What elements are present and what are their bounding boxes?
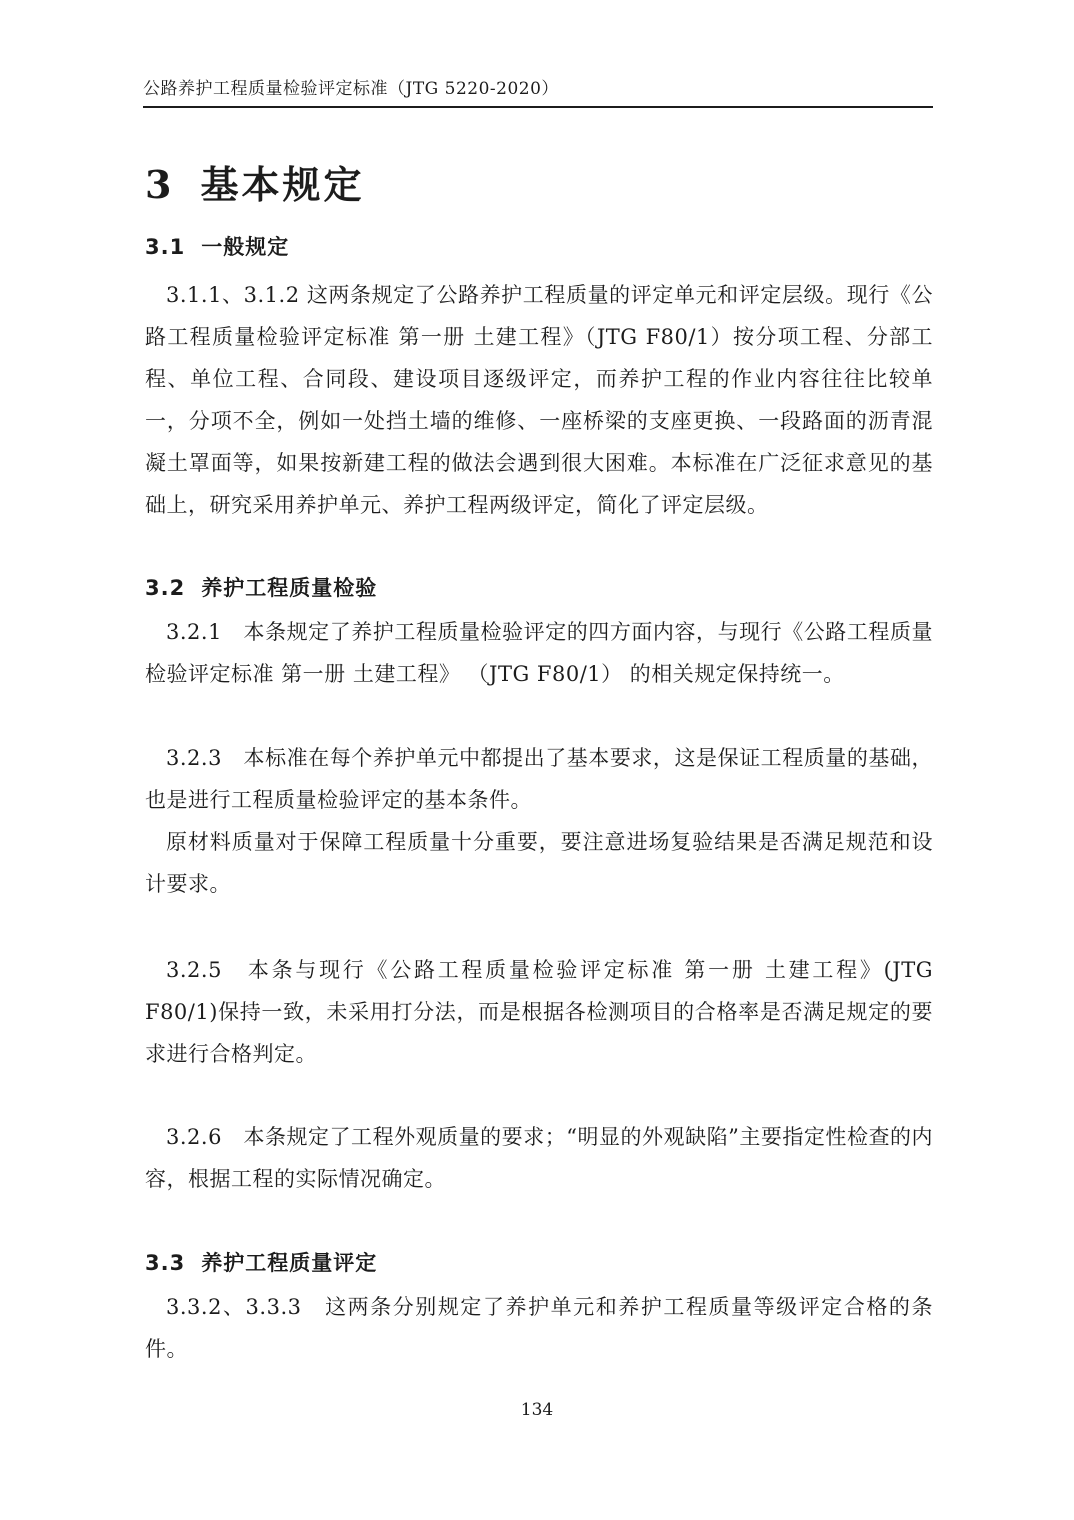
- section-number: 3.1: [145, 235, 186, 259]
- section-heading-text: 养护工程质量评定: [201, 1251, 378, 1275]
- section-heading-3-1: [145, 233, 289, 261]
- section-number: 3.2: [145, 576, 186, 600]
- section-heading-3-3: [145, 1249, 377, 1277]
- section-number: 3.3: [145, 1251, 186, 1275]
- paragraph-3-2-5: 3.2.5 本条与现行《公路工程质量检验评定标准 第一册 土建工程》(JTG F80/1)保持一致，未采用打分法，而是根据各检测项目的合格率是否满足规定的要求进行合格判定。: [145, 958, 933, 1066]
- paragraph-3-2-1: 3.2.1 本条规定了养护工程质量检验评定的四方面内容，与现行《公路工程质量检验评定标准 第一册 土建工程》 （JTG F80/1） 的相关规定保持统一。: [145, 620, 933, 686]
- chapter-title-text: 基本规定: [200, 162, 365, 207]
- paragraph-3-1-1: 3.1.1、3.1.2 这两条规定了公路养护工程质量的评定单元和评定层级。现行《公路工程质量检验评定标准 第一册 土建工程》（JTG F80/1）按分项工程、分部工程、单位工程、合同段、建设项目逐级评定，而养护工程的作业内容往往比较单一，分项不全，例如一处挡土墙的维修、一座桥梁的支座更换、一段路面的沥青混凝土罩面等，如果按新建工程的做法会遇到很大困难。本标准在广泛征求意见的基础上，研究采用养护单元、养护工程两级评定，简化了评定层级。: [145, 283, 933, 517]
- page-number: 134: [520, 1400, 554, 1420]
- section-heading-text: 一般规定: [201, 235, 290, 259]
- paragraph-raw-materials: 原材料质量对于保障工程质量十分重要，要注意进场复验结果是否满足规范和设计要求。: [145, 830, 933, 896]
- paragraph-3-2-6: 3.2.6 本条规定了工程外观质量的要求；“明显的外观缺陷”主要指定性检查的内容，根据工程的实际情况确定。: [145, 1125, 933, 1191]
- running-header: 公路养护工程质量检验评定标准（JTG 5220-2020）: [143, 74, 933, 108]
- section-heading-text: 养护工程质量检验: [201, 576, 378, 600]
- paragraph-3-2-3: 3.2.3 本标准在每个养护单元中都提出了基本要求，这是保证工程质量的基础，也是进行工程质量检验评定的基本条件。: [145, 746, 933, 812]
- paragraph-3-3-2: 3.3.2、3.3.3 这两条分别规定了养护单元和养护工程质量等级评定合格的条件。: [145, 1295, 933, 1361]
- section-heading-3-2: [145, 574, 377, 602]
- chapter-number: 3: [145, 162, 175, 207]
- chapter-title: [145, 154, 364, 209]
